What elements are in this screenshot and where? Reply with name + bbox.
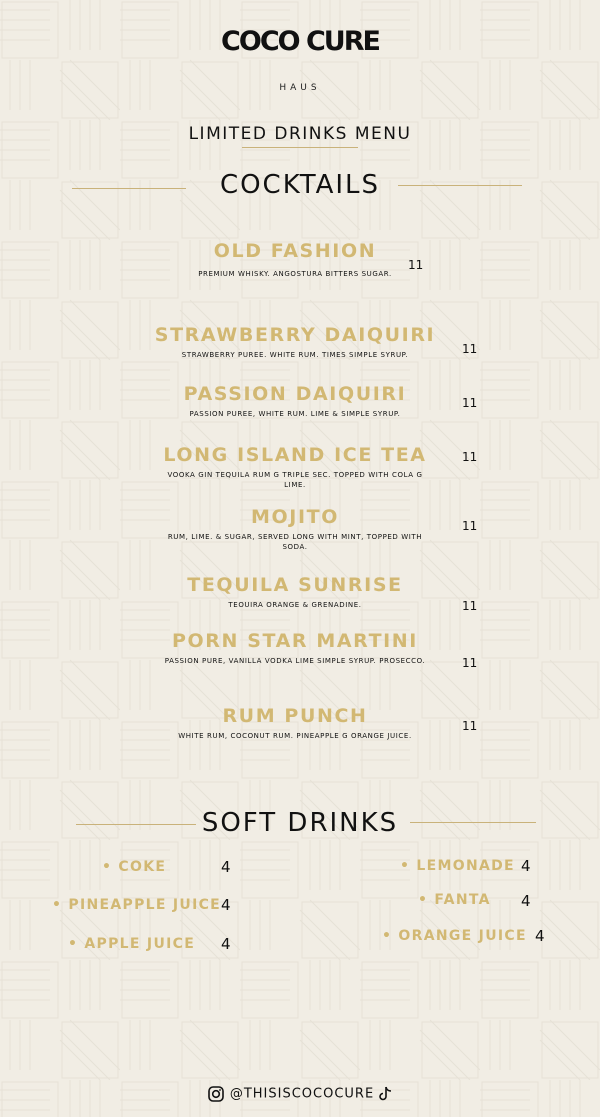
drink-price: 11 xyxy=(408,258,424,272)
drink-name: MOJITO xyxy=(251,506,339,528)
soft-drink-name: • APPLE JUICE xyxy=(68,936,196,952)
drink-description: PASSION PURE, VANILLA VODKA LIME SIMPLE SYRUP. PROSECCO. xyxy=(164,657,426,665)
drink-name: RUM PUNCH xyxy=(222,705,368,727)
drink-price: 11 xyxy=(462,656,478,670)
logo-mark xyxy=(221,26,379,84)
drink-name: OLD FASHION xyxy=(213,240,377,262)
social-footer xyxy=(0,1086,600,1102)
drink-description: RUM, LIME. & SUGAR, SERVED LONG WITH MINT, TOPPED WITH SODA. xyxy=(167,533,423,551)
soft-drink-price: 4 xyxy=(221,896,231,914)
soft-drinks-heading: SOFT DRINKS xyxy=(201,808,399,838)
soft-drink-name: • FANTA xyxy=(418,892,491,908)
cocktails-rule-right xyxy=(398,185,522,186)
drink-description: TEOUIRA ORANGE & GRENADINE. xyxy=(228,601,362,609)
soft-drink-name: • ORANGE JUICE xyxy=(382,928,527,944)
soft-drink-name: • COKE xyxy=(102,859,167,875)
soft-drink-name: • PINEAPPLE JUICE xyxy=(52,897,222,913)
drink-price: 11 xyxy=(462,450,478,464)
soft-drink-price: 4 xyxy=(521,892,531,910)
drink-description: PREMIUM WHISKY. ANGOSTURA BITTERS SUGAR. xyxy=(198,270,392,278)
drink-description: WHITE RUM, COCONUT RUM. PINEAPPLE G ORANGE JUICE. xyxy=(178,732,412,740)
soft-drink-price: 4 xyxy=(521,857,531,875)
drink-description: PASSION PUREE, WHITE RUM. LIME & SIMPLE SYRUP. xyxy=(189,410,401,418)
tiktok-icon[interactable] xyxy=(378,1086,392,1102)
drink-price: 11 xyxy=(462,396,478,410)
drink-price: 11 xyxy=(462,519,478,533)
drink-name: LONG ISLAND ICE TEA xyxy=(163,444,427,466)
soft-drink-price: 4 xyxy=(535,927,545,945)
logo-line-1: COCO CURE xyxy=(221,26,379,57)
soft-drink-price: 4 xyxy=(221,858,231,876)
menu-title-underline xyxy=(242,147,358,148)
drink-description: VOOKA GIN TEQUILA RUM G TRIPLE SEC. TOPPED WITH COLA G LIME. xyxy=(167,471,423,489)
drink-name: PORN STAR MARTINI xyxy=(172,630,418,652)
drink-price: 11 xyxy=(462,719,478,733)
logo-sub: HAUS xyxy=(279,83,321,93)
instagram-icon[interactable] xyxy=(208,1086,224,1102)
menu-title: LIMITED DRINKS MENU xyxy=(188,124,412,144)
drink-name: PASSION DAIQUIRI xyxy=(183,383,407,405)
drink-name: TEQUILA SUNRISE xyxy=(187,574,403,596)
social-handle[interactable]: @THISISCOCOCURE xyxy=(229,1086,375,1102)
soft-drinks-rule-right xyxy=(410,822,536,823)
drink-price: 11 xyxy=(462,599,478,613)
brand-logo xyxy=(221,26,379,96)
drink-price: 11 xyxy=(462,342,478,356)
cocktails-heading: COCKTAILS xyxy=(219,170,381,200)
drink-name: STRAWBERRY DAIQUIRI xyxy=(154,324,436,346)
soft-drink-name: • LEMONADE xyxy=(400,858,515,874)
soft-drink-price: 4 xyxy=(221,935,231,953)
drink-description: STRAWBERRY PUREE. WHITE RUM. TIMES SIMPLE SYRUP. xyxy=(181,351,409,359)
